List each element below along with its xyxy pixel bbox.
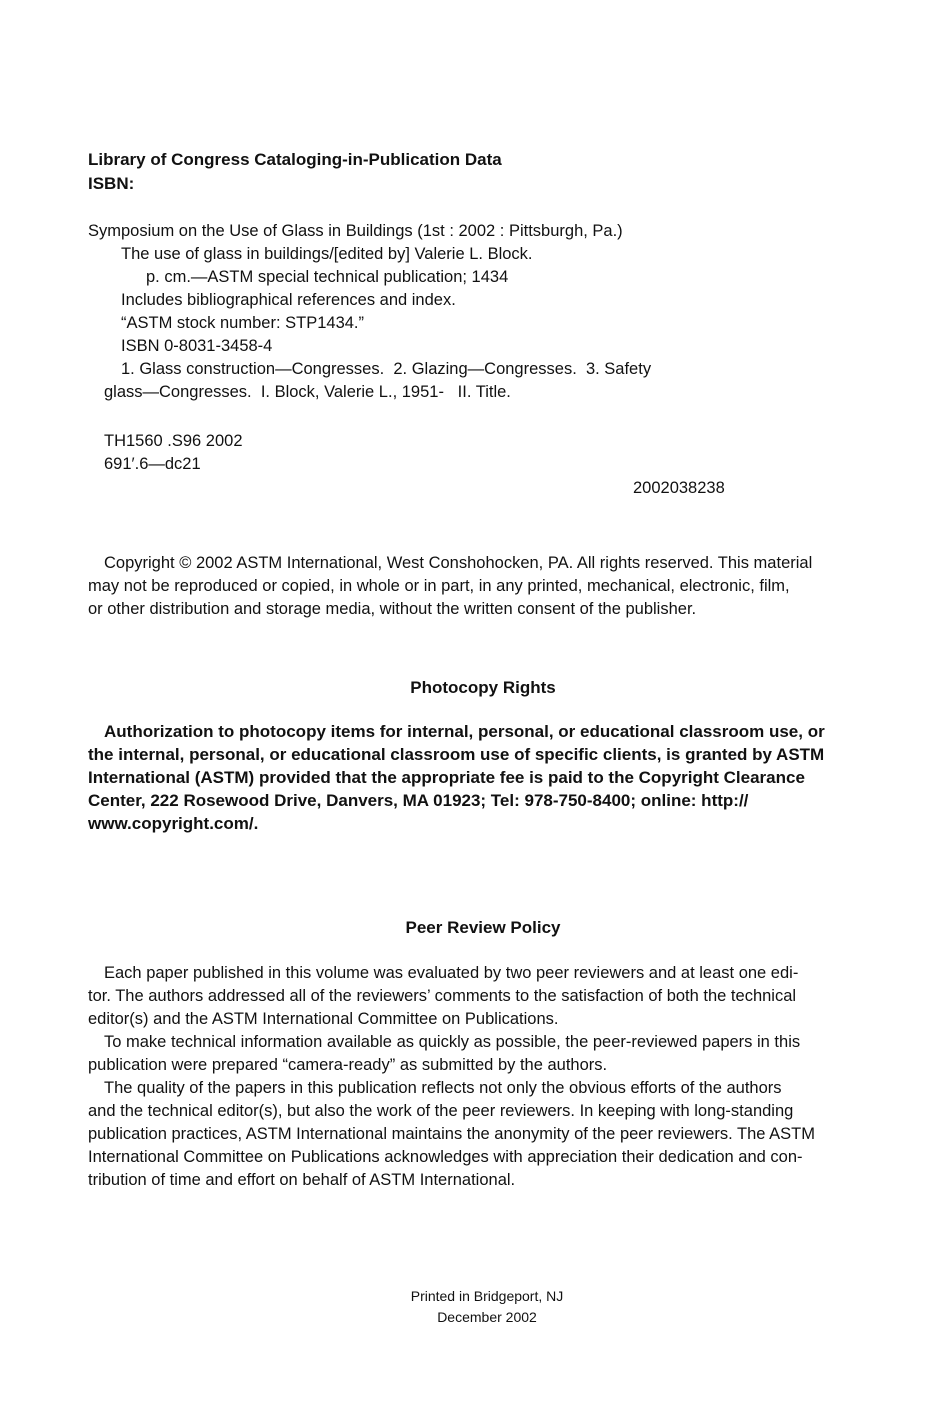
peer-review-p3-line-5: tribution of time and effort on behalf of ASTM International.	[88, 1171, 516, 1189]
copyright-line-2: may not be reproduced or copied, in whole or in part, in any printed, mechanical, electronic, film,	[88, 577, 790, 595]
cip-subjects-line-1: 1. Glass construction—Congresses. 2. Glazing—Congresses. 3. Safety	[121, 360, 652, 378]
photocopy-line-1: Authorization to photocopy items for internal, personal, or educational classroom use, or	[104, 722, 825, 741]
copyright-line-1: Copyright © 2002 ASTM International, West Conshohocken, PA. All rights reserved. This material	[104, 554, 813, 572]
cip-isbn-line: ISBN 0-8031-3458-4	[121, 337, 273, 355]
cip-title-line: The use of glass in buildings/[edited by] Valerie L. Block.	[121, 245, 533, 263]
peer-review-p3-line-1: The quality of the papers in this publication reflects not only the obvious efforts of the authors	[104, 1079, 782, 1097]
photocopy-line-2: the internal, personal, or educational classroom use of specific clients, is granted by ASTM	[88, 745, 825, 764]
cip-lccn: 2002038238	[633, 479, 725, 497]
peer-review-p1-line-3: editor(s) and the ASTM International Committee on Publications.	[88, 1010, 559, 1028]
copyright-line-3: or other distribution and storage media, without the written consent of the publisher.	[88, 600, 697, 618]
peer-review-heading: Peer Review Policy	[405, 918, 561, 937]
cip-heading: Library of Congress Cataloging-in-Publication Data	[88, 150, 502, 169]
peer-review-p1-line-1: Each paper published in this volume was evaluated by two peer reviewers and at least one edi-	[104, 964, 799, 982]
peer-review-p1-line-2: tor. The authors addressed all of the reviewers’ comments to the satisfaction of both the technical	[88, 987, 797, 1005]
cip-dewey: 691′.6—dc21	[104, 455, 201, 473]
photocopy-heading: Photocopy Rights	[410, 678, 556, 697]
photocopy-line-5: www.copyright.com/.	[88, 814, 259, 833]
peer-review-p3-line-4: International Committee on Publications acknowledges with appreciation their dedication and con-	[88, 1148, 803, 1166]
cip-series-line: p. cm.—ASTM special technical publication; 1434	[146, 268, 509, 286]
cip-stock-line: “ASTM stock number: STP1434.”	[121, 314, 364, 332]
cip-main-entry: Symposium on the Use of Glass in Buildings (1st : 2002 : Pittsburgh, Pa.)	[88, 222, 623, 240]
cip-subjects-line-2: glass—Congresses. I. Block, Valerie L., 1951- II. Title.	[104, 383, 511, 401]
photocopy-line-3: International (ASTM) provided that the appropriate fee is paid to the Copyright Clearance	[88, 768, 805, 787]
printed-date: December 2002	[437, 1309, 537, 1325]
peer-review-p2-line-2: publication were prepared “camera-ready” as submitted by the authors.	[88, 1056, 608, 1074]
peer-review-p2-line-1: To make technical information available as quickly as possible, the peer-reviewed papers in this	[104, 1033, 801, 1051]
photocopy-line-4: Center, 222 Rosewood Drive, Danvers, MA 01923; Tel: 978-750-8400; online: http://	[88, 791, 749, 810]
cip-includes-line: Includes bibliographical references and index.	[121, 291, 456, 309]
isbn-heading: ISBN:	[88, 174, 135, 193]
peer-review-p3-line-2: and the technical editor(s), but also the work of the peer reviewers. In keeping with long-standing	[88, 1102, 794, 1120]
cip-call-number: TH1560 .S96 2002	[104, 432, 243, 450]
printed-in: Printed in Bridgeport, NJ	[410, 1288, 564, 1304]
peer-review-p3-line-3: publication practices, ASTM International maintains the anonymity of the peer reviewers. The ASTM	[88, 1125, 815, 1143]
